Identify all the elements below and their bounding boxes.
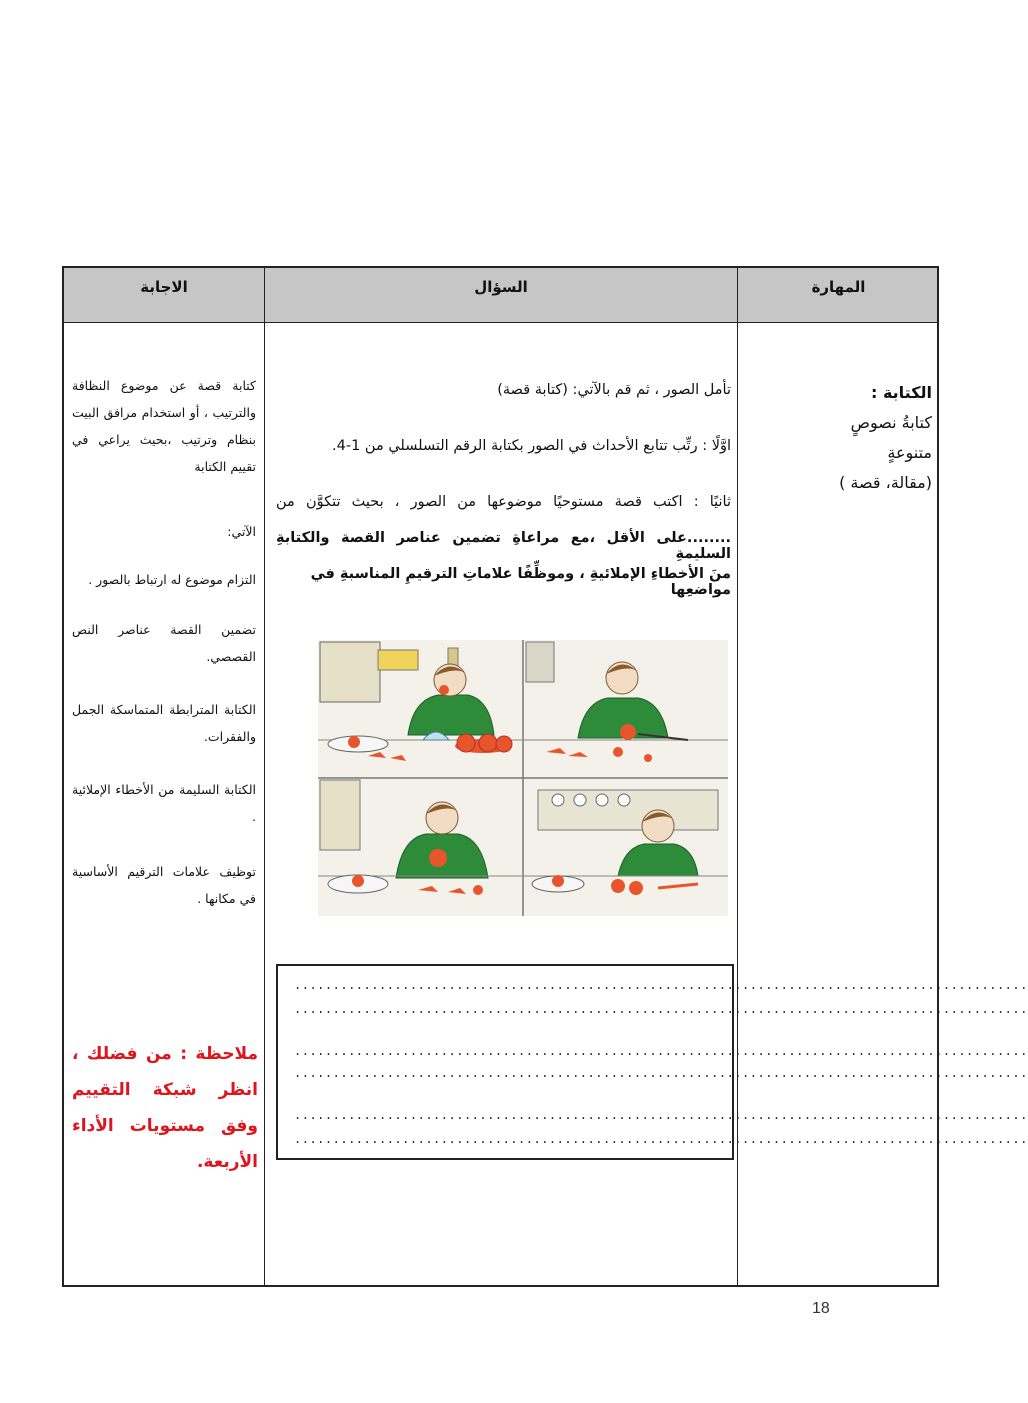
answer-criterion: الكتابة المترابطة المتماسكة الجمل والفقرات.: [72, 702, 256, 744]
answer-paragraph: كتابة قصة عن موضوع النظافة والترتيب ، أو استخدام مرافق البيت بنظام وترتيب ،بحيث يراعي في تقييم الكتابة: [72, 378, 256, 474]
question-intro: تأمل الصور ، ثم قم بالآتي: (كتابة قصة): [497, 382, 731, 398]
answer-criterion: تضمين القصة عناصر النص القصصي.: [72, 622, 256, 664]
question-first: اوَّلًا : رتِّب تتابع الأحداث في الصور بكتابة الرقم التسلسلي من 1-4.: [332, 438, 731, 454]
dotted-line: ...............................................................................................: [294, 1066, 1028, 1080]
illustration-image: [318, 640, 728, 916]
assessment-table: [62, 266, 1028, 1287]
answer-writing-box[interactable]: [276, 964, 1028, 1160]
header-divider: [64, 322, 937, 323]
skill-line: (مقالة، قصة ): [839, 473, 932, 492]
page-number: 18: [812, 1300, 830, 1317]
story-pictures: [318, 640, 728, 916]
answer-criterion: الكتابة السليمة من الأخطاء الإملائية .: [72, 782, 256, 824]
skill-title: الكتابة :: [870, 383, 932, 402]
dotted-line: ...............................................................................................: [294, 1044, 1028, 1058]
dotted-line: ...............................................................................................: [294, 978, 1028, 992]
header-skill: المهارة: [811, 278, 866, 296]
note-text: ملاحظة : من فضلك ، انظر شبكة التقييم وفق مستويات الأداء الأربعة.: [72, 1044, 258, 1172]
dotted-line: ...............................................................................................: [294, 1108, 1028, 1122]
question-second: ثانيًا : اكتب قصة مستوحيًا موضوعها من الصور ، بحيث تتكوَّن من: [276, 494, 731, 510]
skill-cell: [804, 378, 932, 498]
skill-line: كتابةُ نصوصٍ متنوعةٍ: [850, 413, 932, 462]
question-second: ........على الأقل ،مع مراعاةِ تضمين عناصر القصة والكتابةِ السليمةِ: [276, 530, 731, 562]
question-second: منَ الأخطاءِ الإملائيةِ ، وموظِّفًا علاماتِ الترقيمِ المناسبةِ في مواضعِها: [310, 566, 731, 598]
header-answer: الاجابة: [140, 278, 188, 296]
answer-paragraph: الآتي:: [227, 524, 256, 539]
answer-criterion: توظيف علامات الترقيم الأساسية في مكانها .: [72, 864, 256, 906]
header-question: السؤال: [474, 278, 528, 296]
dotted-line: ...............................................................................................: [294, 1002, 1028, 1016]
dotted-line: ...............................................................................................: [294, 1132, 1028, 1146]
column-divider: [264, 268, 265, 1285]
answer-criterion: التزام موضوع له ارتباط بالصور .: [88, 572, 256, 587]
